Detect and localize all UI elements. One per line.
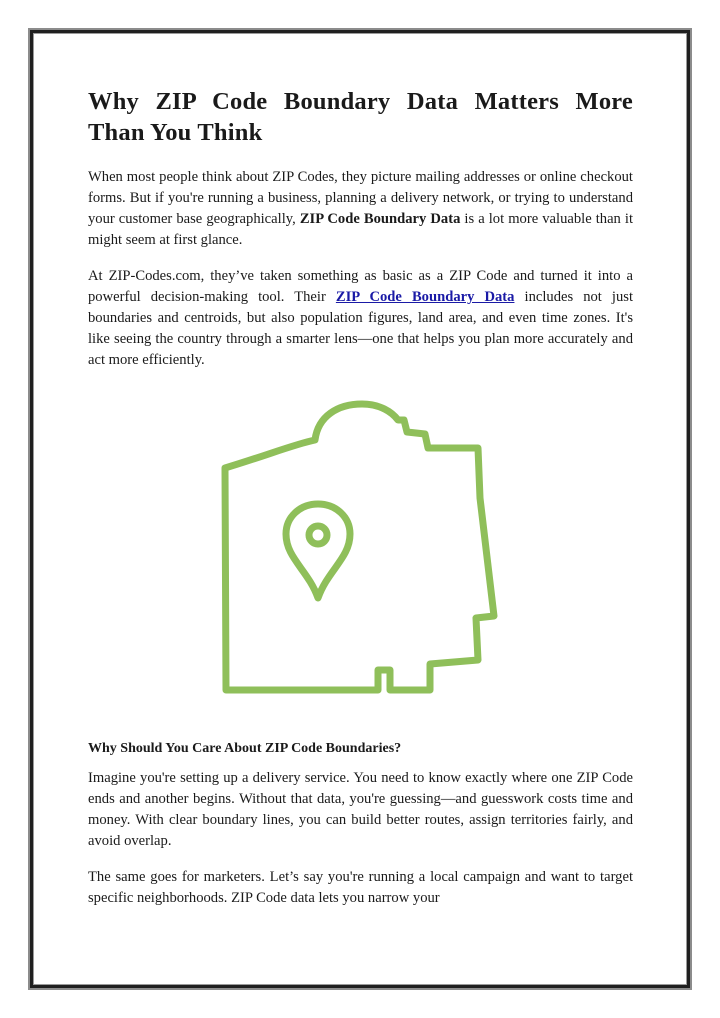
location-pin-center <box>309 526 327 544</box>
intro-paragraph <box>88 167 633 251</box>
fourth-paragraph: The same goes for marketers. Let’s say you're running a local campaign and want to target specific neighborhoods. ZIP Code data lets you narrow your <box>88 869 633 906</box>
intro-bold-term: ZIP Code Boundary Data <box>299 211 461 227</box>
location-pin-icon <box>286 504 350 598</box>
article-body-lower <box>88 768 633 909</box>
second-paragraph <box>88 266 633 371</box>
third-paragraph: Imagine you're setting up a delivery service. You need to know exactly where one ZIP Code ends and another begins. Without that data, you're guessing—and guesswork costs time and money. With clear boundary lines, you can build better routes, assign territories fairly, and avoid overlap. <box>88 770 633 849</box>
article-body <box>88 86 633 371</box>
intro-text-start: When most people think about ZIP Codes, they picture mailing addresses or online checkout forms. But if you're running a business, planning a delivery network, or trying to understand your customer base geographically, <box>88 169 633 227</box>
intro-text-end: is a lot more valuable than it might seem at first glance. <box>88 211 634 248</box>
map-boundary-pin-icon <box>210 398 510 698</box>
zip-boundary-outline <box>225 404 494 690</box>
zip-boundary-data-link[interactable]: ZIP Code Boundary Data <box>335 289 515 305</box>
second-text-start: At ZIP-Codes.com, they’ve taken something as basic as a ZIP Code and turned it into a powerful decision-making tool. Their <box>88 268 633 305</box>
article-title: Why ZIP Code Boundary Data Matters More Than You Think <box>88 88 633 146</box>
section-heading: Why Should You Care About ZIP Code Boundaries? <box>88 741 402 756</box>
second-text-end: includes not just boundaries and centroids, but also population figures, land area, and even time zones. It's like seeing the country through a smarter lens—one that helps you plan more accurately and act more efficiently. <box>88 289 633 368</box>
